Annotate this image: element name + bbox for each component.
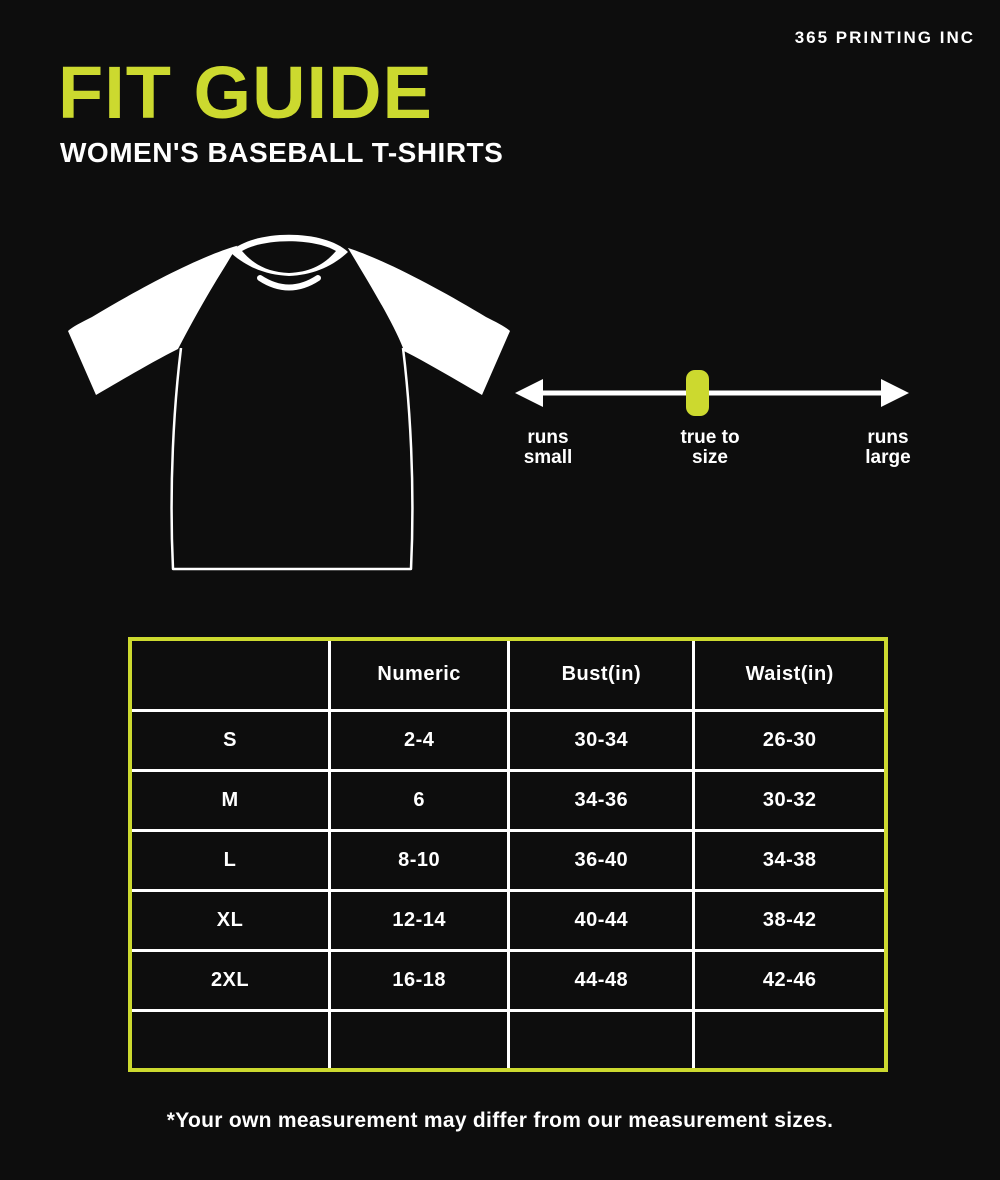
fit-label-runs-large: runs large bbox=[865, 427, 911, 468]
size-table-header-row bbox=[130, 639, 886, 710]
size-label: 2XL bbox=[130, 950, 330, 1010]
page-subtitle: WOMEN'S BASEBALL T-SHIRTS bbox=[60, 137, 504, 168]
bust-value: 34-36 bbox=[509, 770, 694, 830]
fit-scale-arrow-icon bbox=[513, 366, 911, 418]
waist-value: 26-30 bbox=[694, 710, 886, 770]
numeric-value bbox=[330, 1010, 509, 1070]
waist-value bbox=[694, 1010, 886, 1070]
size-label: S bbox=[130, 710, 330, 770]
numeric-value: 6 bbox=[330, 770, 509, 830]
fit-label-true-to-size: true to size bbox=[680, 427, 740, 468]
footnote: *Your own measurement may differ from our measurement sizes. bbox=[166, 1109, 834, 1132]
header-bust: Bust(in) bbox=[509, 639, 694, 710]
waist-value: 30-32 bbox=[694, 770, 886, 830]
fit-label-runs-small: runs small bbox=[523, 427, 573, 468]
numeric-value: 12-14 bbox=[330, 890, 509, 950]
numeric-value: 2-4 bbox=[330, 710, 509, 770]
page-title: FIT GUIDE bbox=[58, 51, 433, 134]
table-row-s bbox=[130, 710, 886, 770]
header-waist: Waist(in) bbox=[694, 639, 886, 710]
true-to-size-marker bbox=[686, 370, 709, 416]
baseball-tshirt-icon bbox=[62, 225, 512, 585]
waist-value: 42-46 bbox=[694, 950, 886, 1010]
brand-text: 365 PRINTING INC bbox=[794, 28, 975, 47]
size-label bbox=[130, 1010, 330, 1070]
size-label: L bbox=[130, 830, 330, 890]
bust-value: 44-48 bbox=[509, 950, 694, 1010]
size-table bbox=[128, 637, 888, 1072]
table-row-m bbox=[130, 770, 886, 830]
table-row-2xl bbox=[130, 950, 886, 1010]
bust-value: 40-44 bbox=[509, 890, 694, 950]
numeric-value: 16-18 bbox=[330, 950, 509, 1010]
bust-value: 36-40 bbox=[509, 830, 694, 890]
waist-value: 38-42 bbox=[694, 890, 886, 950]
bust-value bbox=[509, 1010, 694, 1070]
numeric-value: 8-10 bbox=[330, 830, 509, 890]
header-size bbox=[130, 639, 330, 710]
size-label: M bbox=[130, 770, 330, 830]
waist-value: 34-38 bbox=[694, 830, 886, 890]
header-numeric: Numeric bbox=[330, 639, 509, 710]
fit-scale bbox=[513, 366, 911, 481]
table-row-l bbox=[130, 830, 886, 890]
table-row-xl bbox=[130, 890, 886, 950]
table-row-empty bbox=[130, 1010, 886, 1070]
size-label: XL bbox=[130, 890, 330, 950]
bust-value: 30-34 bbox=[509, 710, 694, 770]
